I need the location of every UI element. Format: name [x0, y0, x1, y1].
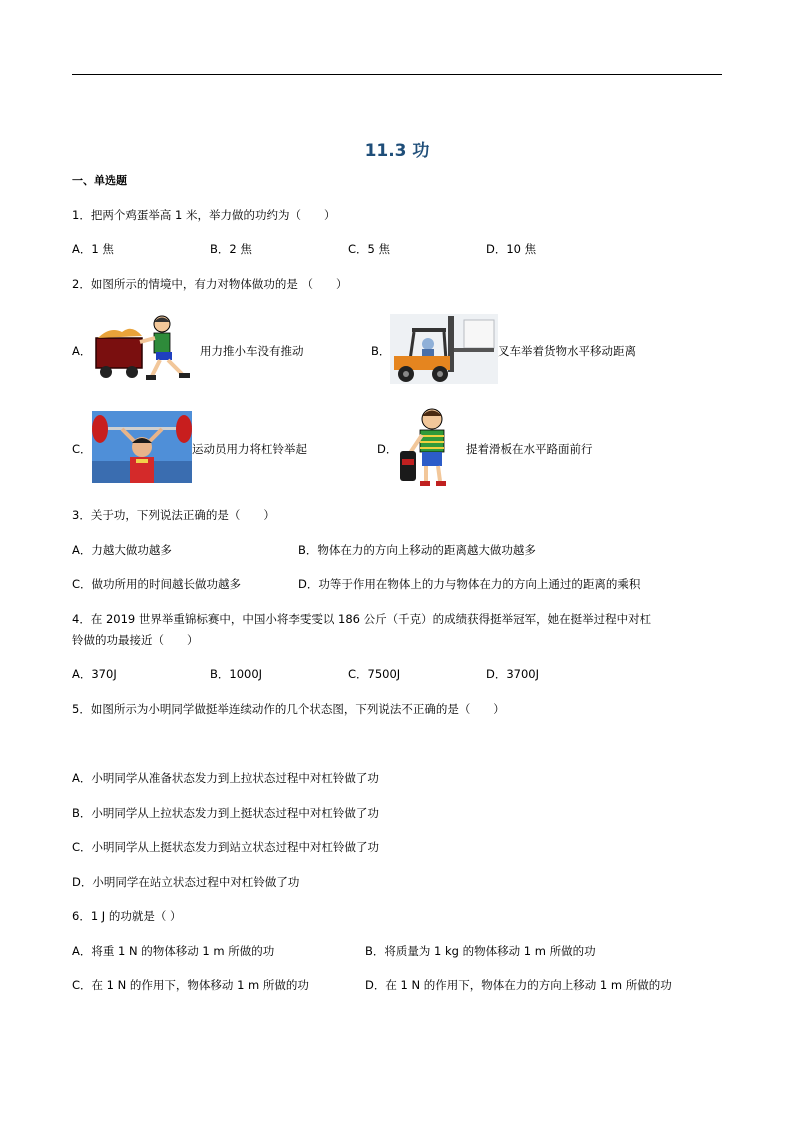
q2-option-b-caption: 叉车举着货物水平移动距离	[498, 344, 636, 358]
weightlifter-image	[92, 411, 192, 483]
q5-option-a: A．小明同学从准备状态发力到上拉状态过程中对杠铃做了功	[72, 771, 379, 785]
boy-carrying-skateboard-image	[398, 407, 462, 489]
q1-option-c: C．5 焦	[348, 242, 391, 256]
q2-option-a-caption: 用力推小车没有推动	[200, 344, 304, 358]
header-rule	[72, 74, 722, 75]
q2-option-c-letter: C．	[72, 442, 92, 456]
q3-option-b: B．物体在力的方向上移动的距离越大做功越多	[298, 543, 536, 557]
q2-option-d-letter: D．	[377, 442, 398, 456]
q6-option-c: C．在 1 N 的作用下，物体移动 1 m 所做的功	[72, 978, 309, 992]
q2-option-c-caption: 运动员用力将杠铃举起	[192, 442, 307, 456]
q3-option-a: A．力越大做功越多	[72, 543, 172, 557]
question-5-stem: 5．如图所示为小明同学做挺举连续动作的几个状态图，下列说法不正确的是（ ）	[72, 702, 505, 716]
q5-option-d: D．小明同学在站立状态过程中对杠铃做了功	[72, 875, 300, 889]
boy-pushing-cart-image	[92, 314, 200, 382]
q4-option-a: A．370J	[72, 667, 117, 681]
question-4-stem-line-1: 4．在 2019 世界举重锦标赛中，中国小将李雯雯以 186 公斤（千克）的成绩获得挺举冠军，她在挺举过程中对杠	[72, 612, 652, 626]
page-title: 11.3 功	[364, 141, 430, 161]
q4-option-c: C．7500J	[348, 667, 401, 681]
question-2-stem: 2．如图所示的情境中，有力对物体做功的是 （ ）	[72, 277, 348, 291]
question-6-stem: 6．1 J 的功就是（ ）	[72, 909, 182, 923]
q4-option-d: D．3700J	[486, 667, 540, 681]
q5-option-c: C．小明同学从上挺状态发力到站立状态过程中对杠铃做了功	[72, 840, 380, 854]
q6-option-d: D．在 1 N 的作用下，物体在力的方向上移动 1 m 所做的功	[365, 978, 672, 992]
q1-option-a: A．1 焦	[72, 242, 114, 256]
forklift-image	[390, 314, 498, 384]
q4-option-b: B．1000J	[210, 667, 263, 681]
q6-option-a: A．将重 1 N 的物体移动 1 m 所做的功	[72, 944, 275, 958]
q2-option-a-letter: A．	[72, 344, 92, 358]
question-1-stem: 1．把两个鸡蛋举高 1 米，举力做的功约为（ ）	[72, 208, 336, 222]
q2-option-b-letter: B．	[371, 344, 391, 358]
question-4-stem-line-2: 铃做的功最接近（ ）	[72, 633, 199, 647]
q5-option-b: B．小明同学从上拉状态发力到上挺状态过程中对杠铃做了功	[72, 806, 379, 820]
q3-option-d: D．功等于作用在物体上的力与物体在力的方向上通过的距离的乘积	[298, 577, 641, 591]
q2-option-d-caption: 提着滑板在水平路面前行	[466, 442, 593, 456]
q1-option-b: B．2 焦	[210, 242, 252, 256]
q1-option-d: D．10 焦	[486, 242, 537, 256]
q6-option-b: B．将质量为 1 kg 的物体移动 1 m 所做的功	[365, 944, 596, 958]
question-3-stem: 3．关于功，下列说法正确的是（ ）	[72, 508, 275, 522]
q3-option-c: C．做功所用的时间越长做功越多	[72, 577, 242, 591]
section-heading: 一、单选题	[72, 174, 127, 187]
